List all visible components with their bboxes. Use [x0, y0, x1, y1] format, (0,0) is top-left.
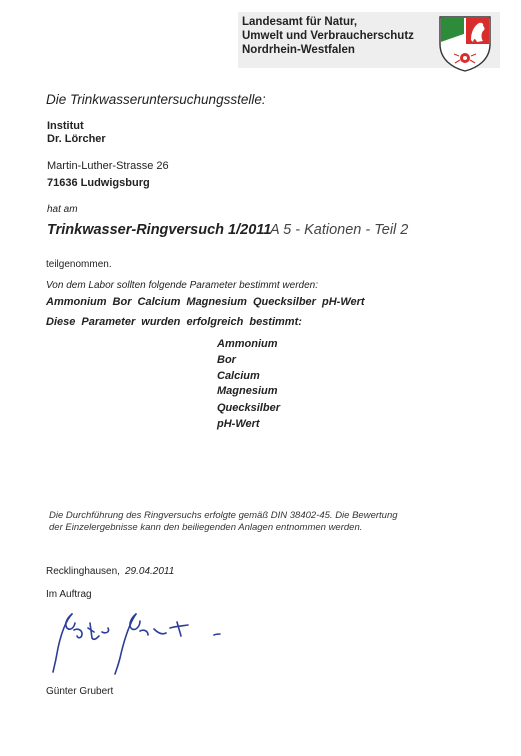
params-list: Ammonium Bor Calcium Magnesium Quecksilber pH-Wert [46, 296, 365, 308]
notice-line-2: der Einzelergebnisse kann den beiliegenden Anlagen entnommen werden. [49, 522, 363, 533]
notice-line-1: Die Durchführung des Ringversuchs erfolgte gemäß DIN 38402-45. Die Bewertung [49, 510, 398, 521]
institute-line-2: Dr. Lörcher [47, 133, 106, 145]
ring-test-subtitle: A 5 - Kationen - Teil 2 [270, 222, 409, 238]
lab-label: Die Trinkwasseruntersuchungsstelle: [46, 92, 266, 107]
authority-line-2: Umwelt und Verbraucherschutz [242, 30, 414, 42]
participated-text: teilgenommen. [46, 259, 112, 270]
authority-line-3: Nordrhein-Westfalen [242, 44, 355, 56]
street-address: Martin-Luther-Strasse 26 [47, 160, 169, 172]
nrw-coat-of-arms-icon [437, 14, 493, 72]
success-param-ammonium: Ammonium [217, 338, 278, 350]
success-param-quecksilber: Quecksilber [217, 402, 280, 414]
ring-test-title: Trinkwasser-Ringversuch 1/2011 [47, 222, 272, 238]
on-behalf: Im Auftrag [46, 589, 92, 600]
institute-line-1: Institut [47, 120, 84, 132]
handwritten-signature [50, 608, 230, 676]
authority-line-1: Landesamt für Natur, [242, 16, 358, 28]
success-param-magnesium: Magnesium [217, 385, 278, 397]
success-param-ph-wert: pH-Wert [217, 418, 260, 430]
success-param-bor: Bor [217, 354, 236, 366]
place: Recklinghausen, [46, 566, 120, 577]
params-intro: Von dem Labor sollten folgende Parameter bestimmt werden: [46, 280, 318, 291]
signatory-name: Günter Grubert [46, 686, 114, 697]
hat-am-text: hat am [47, 204, 78, 215]
success-param-calcium: Calcium [217, 370, 260, 382]
success-intro: Diese Parameter wurden erfolgreich bestimmt: [46, 316, 302, 328]
date: 29.04.2011 [125, 566, 175, 577]
city-address: 71636 Ludwigsburg [47, 177, 150, 189]
